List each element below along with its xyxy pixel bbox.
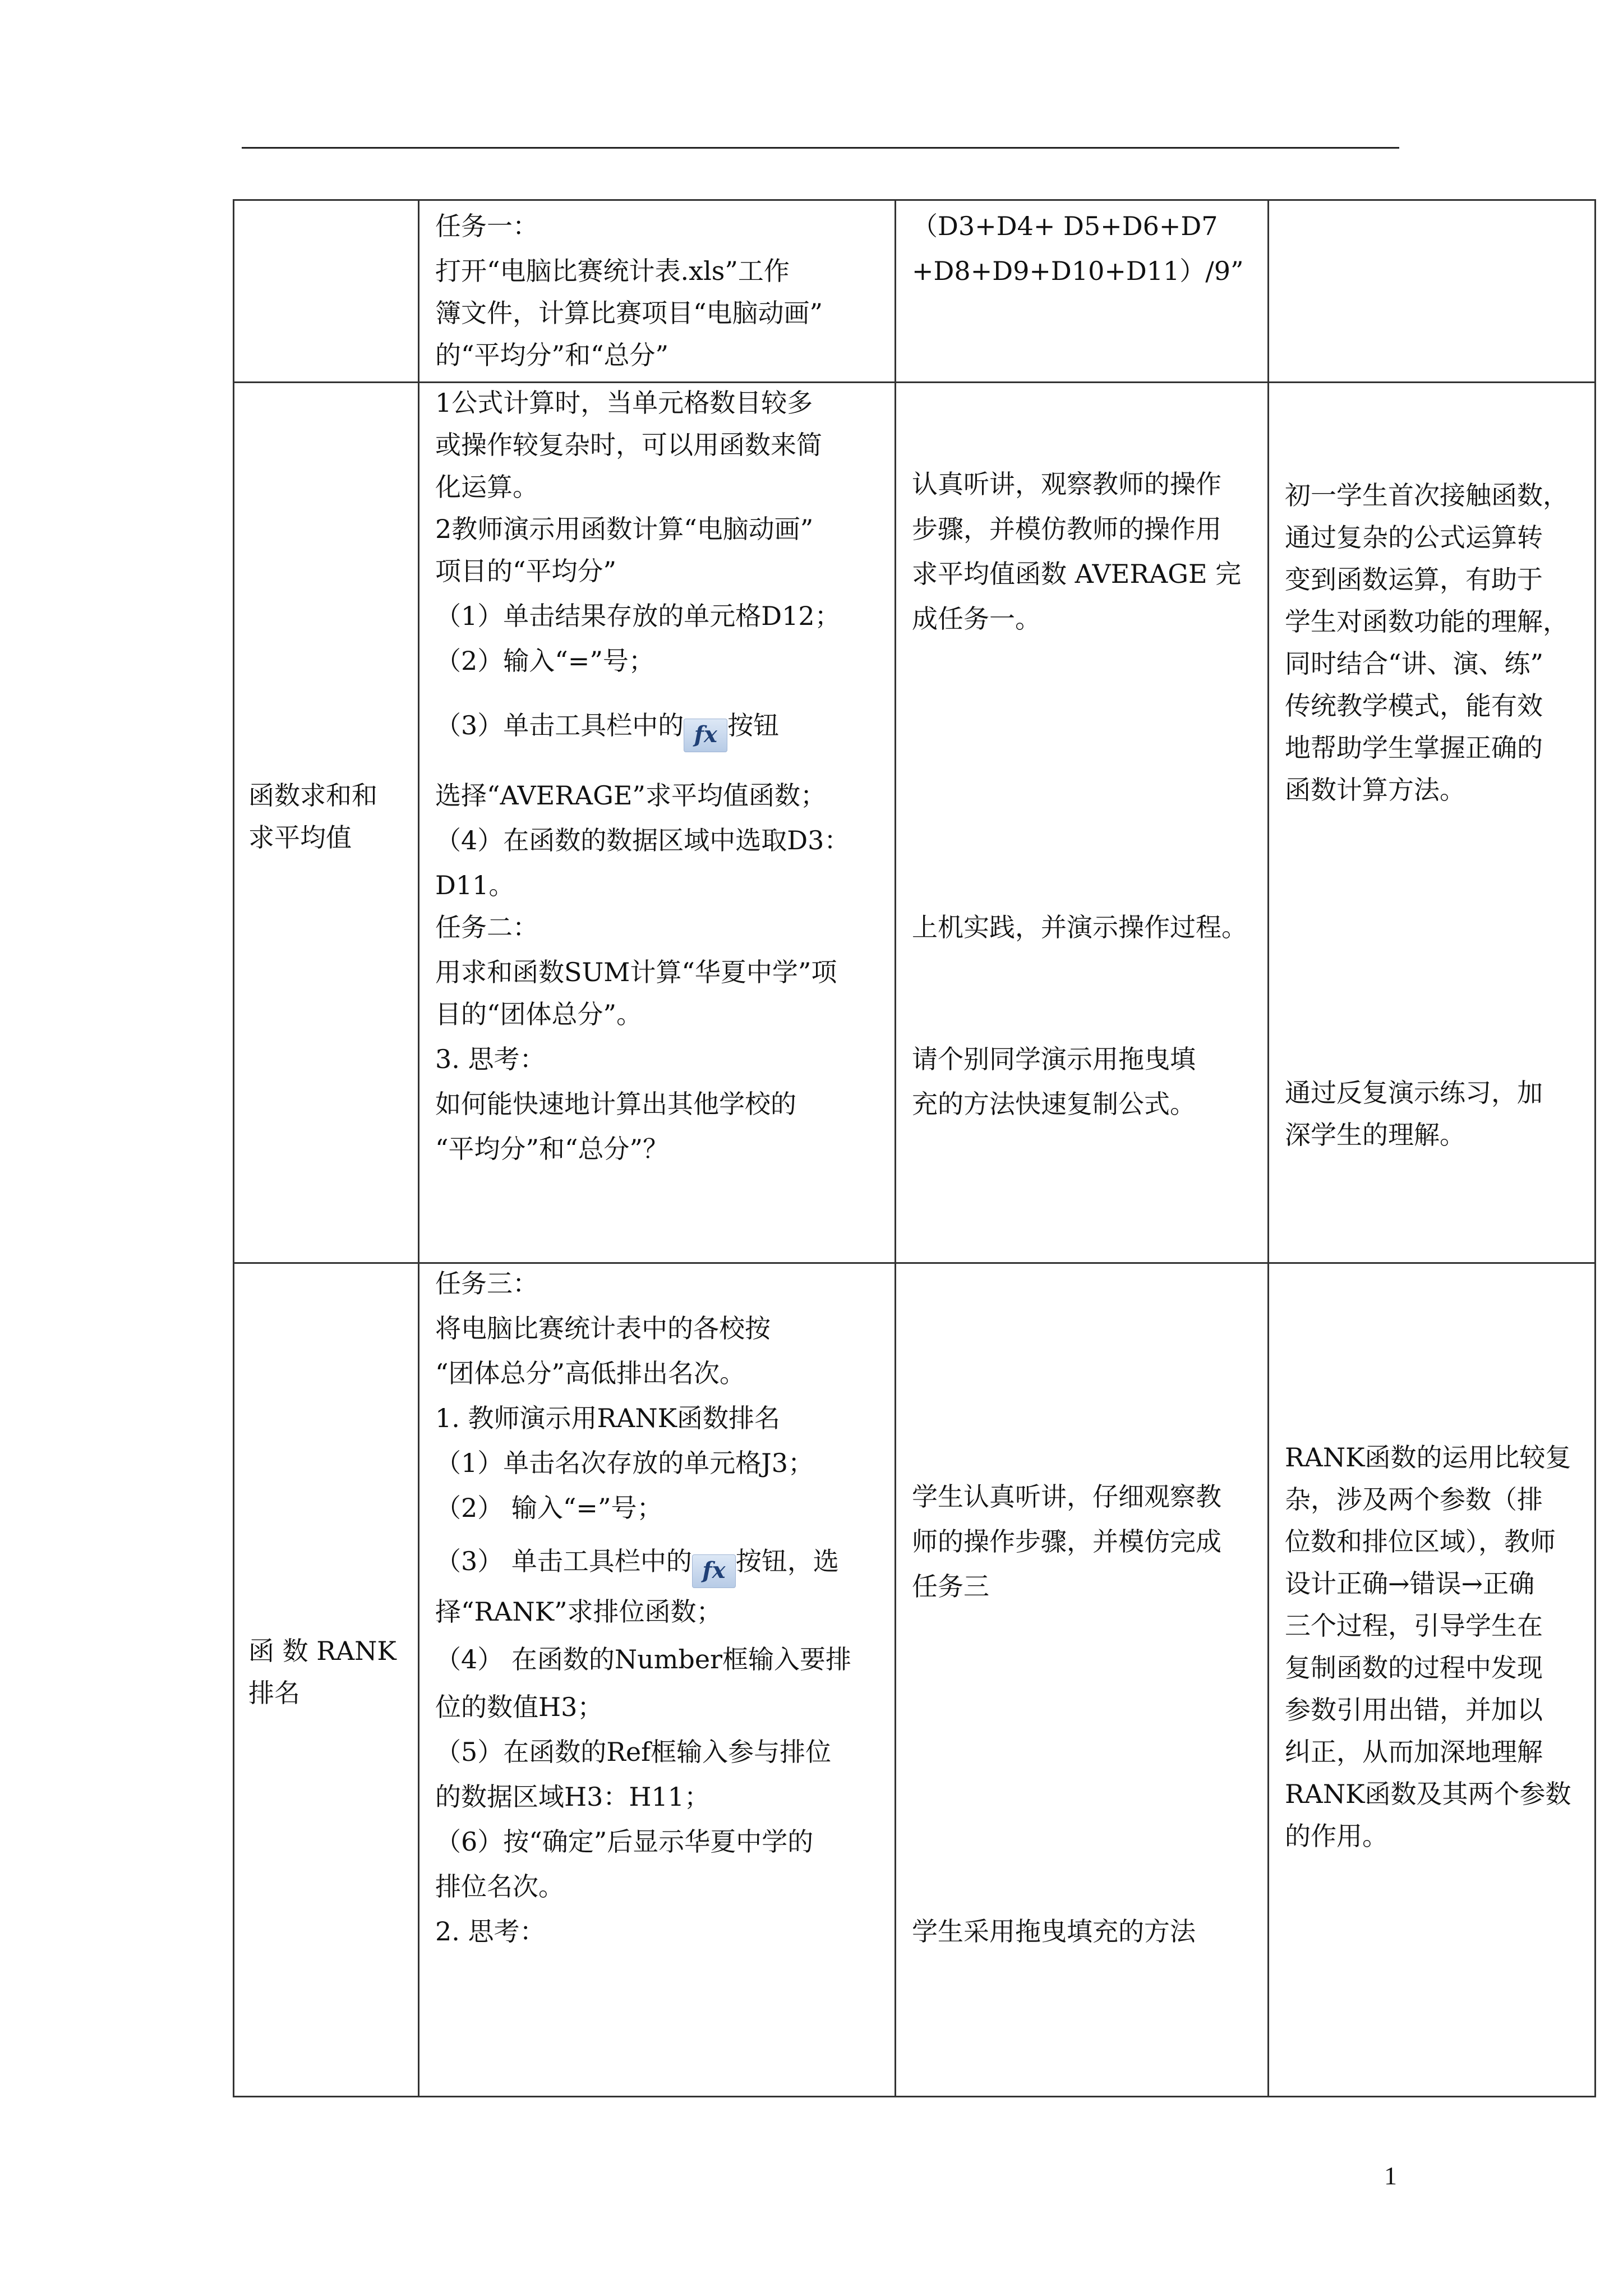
text-line: 1. 教师演示用RANK函数排名 xyxy=(435,1403,780,1433)
topic-label: 求平均值 xyxy=(248,822,352,853)
text-line: 成任务一。 xyxy=(912,604,1041,634)
text-line: 杂，涉及两个参数（排 xyxy=(1285,1484,1543,1515)
text-line: （6）按“确定”后显示华夏中学的 xyxy=(435,1826,814,1857)
row2-design-cell xyxy=(1269,383,1596,1263)
text-line xyxy=(435,708,779,752)
text-line: 任务二： xyxy=(435,912,538,942)
text-fragment: 按钮 xyxy=(727,710,780,740)
row3-content-cell xyxy=(419,1263,896,2097)
table-row-rank xyxy=(234,1263,1596,2097)
row3-student-cell xyxy=(896,1263,1269,2097)
text-line: 求平均值函数 AVERAGE 完 xyxy=(912,559,1242,589)
text-line: RANK函数的运用比较复 xyxy=(1285,1442,1571,1473)
text-line: RANK函数及其两个参数 xyxy=(1285,1779,1571,1809)
text-line: 项目的“平均分” xyxy=(435,556,617,586)
text-line: 化运算。 xyxy=(435,472,538,502)
text-line: 纠正，从而加深地理解 xyxy=(1285,1737,1543,1767)
text-line: 的数据区域H3：H11； xyxy=(435,1782,711,1812)
text-line: 选择“AVERAGE”求平均值函数； xyxy=(435,780,826,811)
text-line: 学生认真听讲，仔细观察教 xyxy=(912,1481,1221,1512)
text-line: 步骤，并模仿教师的操作用 xyxy=(912,514,1221,544)
text-line: 用求和函数SUM计算“华夏中学”项 xyxy=(435,957,837,987)
row1-design-cell xyxy=(1269,200,1596,383)
text-line: 初一学生首次接触函数， xyxy=(1285,480,1569,510)
text-line: 学生采用拖曳填充的方法 xyxy=(912,1916,1196,1947)
text-line: （1）单击结果存放的单元格D12； xyxy=(435,601,841,631)
text-line: 传统教学模式，能有效 xyxy=(1285,691,1543,721)
text-line: 师的操作步骤，并模仿完成 xyxy=(912,1526,1221,1557)
text-line: 的作用。 xyxy=(1285,1821,1388,1851)
text-line: 函数计算方法。 xyxy=(1285,775,1465,805)
text-line: 充的方法快速复制公式。 xyxy=(912,1089,1196,1119)
text-line: 1公式计算时，当单元格数目较多 xyxy=(435,388,813,418)
function-wizard-icon: fx xyxy=(684,719,727,752)
text-line xyxy=(435,1544,839,1588)
text-line: 择“RANK”求排位函数； xyxy=(435,1596,722,1627)
text-line: 簿文件，计算比赛项目“电脑动画” xyxy=(435,298,823,328)
formula-line: （D3+D4+ D5+D6+D7 xyxy=(912,211,1218,241)
row1-student-cell xyxy=(896,200,1269,383)
text-line: （1）单击名次存放的单元格J3； xyxy=(435,1448,814,1478)
text-line: 位数和排位区域），教师 xyxy=(1285,1526,1556,1557)
text-line: 深学生的理解。 xyxy=(1285,1120,1465,1150)
text-line: 将电脑比赛统计表中的各校按 xyxy=(435,1313,771,1343)
row2-topic-cell xyxy=(234,383,419,1263)
text-line: 设计正确→错误→正确 xyxy=(1285,1568,1535,1599)
topic-label: 排名 xyxy=(248,1678,300,1708)
row3-design-cell xyxy=(1269,1263,1596,2097)
text-fragment: （3） 单击工具栏中的 xyxy=(435,1546,692,1576)
text-line: （2）输入“=”号； xyxy=(435,646,654,676)
text-fragment: （3）单击工具栏中的 xyxy=(435,710,684,740)
text-line: “平均分”和“总分”？ xyxy=(435,1134,669,1164)
text-line: 地帮助学生掌握正确的 xyxy=(1285,733,1543,763)
text-line: （4）在函数的数据区域中选取D3： xyxy=(435,825,850,855)
text-line: 通过反复演示练习，加 xyxy=(1285,1078,1543,1108)
text-line: 打开“电脑比赛统计表.xls”工作 xyxy=(435,256,790,286)
page-number: 1 xyxy=(1384,2161,1397,2190)
lesson-plan-table xyxy=(233,199,1596,2097)
text-line: 请个别同学演示用拖曳填 xyxy=(912,1044,1196,1074)
text-fragment: 按钮，选 xyxy=(735,1546,839,1576)
text-line: 位的数值H3； xyxy=(435,1692,603,1722)
text-line: 目的“团体总分”。 xyxy=(435,999,643,1029)
text-line: 学生对函数功能的理解， xyxy=(1285,606,1569,637)
text-line: D11。 xyxy=(435,870,515,900)
text-line: 变到函数运算，有助于 xyxy=(1285,564,1543,595)
topic-label: 函 数 RANK xyxy=(248,1636,396,1666)
text-line: 或操作较复杂时，可以用函数来简 xyxy=(435,430,822,460)
text-line: （5）在函数的Ref框输入参与排位 xyxy=(435,1737,832,1767)
row1-content-cell xyxy=(419,200,896,383)
text-line: 2. 思考： xyxy=(435,1916,546,1947)
text-line: 如何能快速地计算出其他学校的 xyxy=(435,1089,796,1119)
table-row-sum-average xyxy=(234,383,1596,1263)
text-line: 参数引用出错，并加以 xyxy=(1285,1695,1543,1725)
text-line: 任务一： xyxy=(435,211,538,241)
table-row-task1 xyxy=(234,200,1596,383)
text-line: 通过复杂的公式运算转 xyxy=(1285,522,1543,553)
row2-content-cell xyxy=(419,383,896,1263)
function-wizard-icon: fx xyxy=(692,1554,736,1588)
text-line: 上机实践，并演示操作过程。 xyxy=(912,912,1247,942)
text-line: 三个过程，引导学生在 xyxy=(1285,1611,1543,1641)
topic-label: 函数求和和 xyxy=(248,780,377,811)
text-line: 2教师演示用函数计算“电脑动画” xyxy=(435,514,814,544)
text-line: （4） 在函数的Number框输入要排 xyxy=(435,1644,852,1674)
row1-topic-cell xyxy=(234,200,419,383)
text-line: “团体总分”高低排出名次。 xyxy=(435,1358,746,1388)
text-line: 排位名次。 xyxy=(435,1871,564,1902)
header-rule xyxy=(242,147,1399,149)
row2-student-cell xyxy=(896,383,1269,1263)
text-line: 任务三 xyxy=(912,1571,989,1602)
text-line: 同时结合“讲、演、练” xyxy=(1285,648,1544,679)
row3-topic-cell xyxy=(234,1263,419,2097)
text-line: 复制函数的过程中发现 xyxy=(1285,1653,1543,1683)
text-line: （2） 输入“=”号； xyxy=(435,1493,663,1523)
text-line: 3. 思考： xyxy=(435,1044,546,1074)
text-line: 的“平均分”和“总分” xyxy=(435,340,669,370)
formula-line: +D8+D9+D10+D11）/9” xyxy=(912,256,1244,286)
text-line: 任务三： xyxy=(435,1268,538,1299)
text-line: 认真听讲，观察教师的操作 xyxy=(912,469,1221,499)
